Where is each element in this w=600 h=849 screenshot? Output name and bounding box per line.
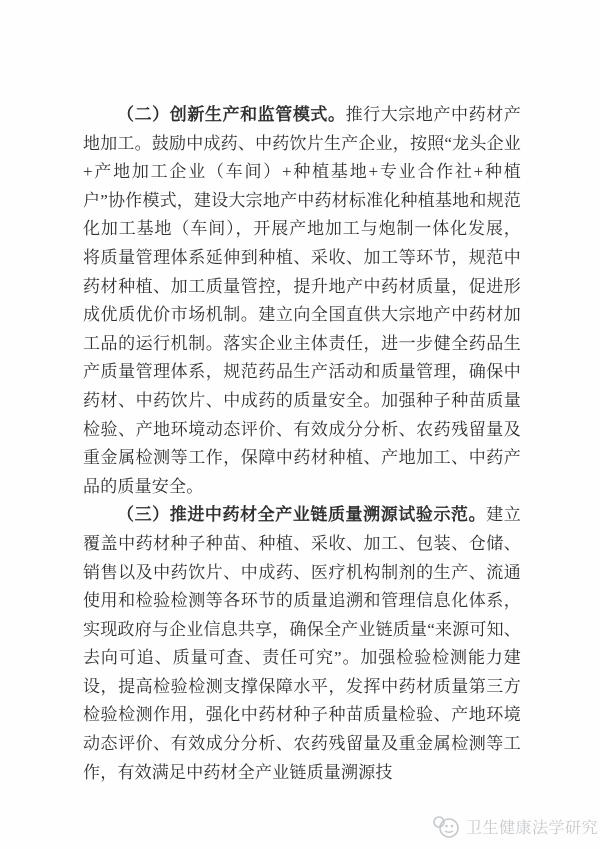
watermark-text: 卫生健康法学研究 [466,819,599,837]
publisher-logo-icon [431,813,461,839]
document-body [83,101,521,787]
paragraph-3-heading: （三）推进中药材全产业链质量溯源试验示范。 [117,505,487,525]
paragraph-2-text: 推行大宗地产中药材产地加工。鼓励中成药、中药饮片生产企业，按照“龙头企业+产地加工企业（车间）+种植基地+专业合作社+种植户”协作模式，建设大宗地产中药材标准化种植基地和规范化加工基地（车间），开展产地加工与炮制一体化发展，将质量管理体系延伸到种植、采收、加工等环节，规范中药材种植、加工质量管控，提升地产中药材质量，促进形成优质优价市场机制。建立向全国直供大宗地产中药材加工品的运行机制。落实企业主体责任，进一步健全药品生产质量管理体系，规范药品生产活动和质量管理，确保中药材、中药饮片、中成药的质量安全。加强种子种苗质量检验、产地环境动态评价、有效成分分析、农药残留量及重金属检测等工作，保障中药材种植、产地加工、中药产品的质量安全。 [83,105,521,496]
paragraph-2-heading: （二）创新生产和监管模式。 [117,105,346,124]
paragraph-3 [83,501,521,787]
paragraph-3-text: 建立覆盖中药材种子种苗、种植、采收、加工、包装、仓储、销售以及中药饮片、中成药、医疗机构制剂的生产、流通使用和检验检测等各环节的质量追溯和管理信息化体系，实现政府与企业信息共享，确保全产业链质量“来源可知、去向可追、质量可查、责任可究”。加强检验检测能力建设，提高检验检测支撑保障水平，发挥中药材质量第三方检验检测作用，强化中药材种子种苗质量检验、产地环境动态评价、有效成分分析、农药残留量及重金属检测等工作，有效满足中药材全产业链质量溯源技 [83,505,522,782]
paragraph-2 [83,101,521,501]
watermark [431,810,598,842]
